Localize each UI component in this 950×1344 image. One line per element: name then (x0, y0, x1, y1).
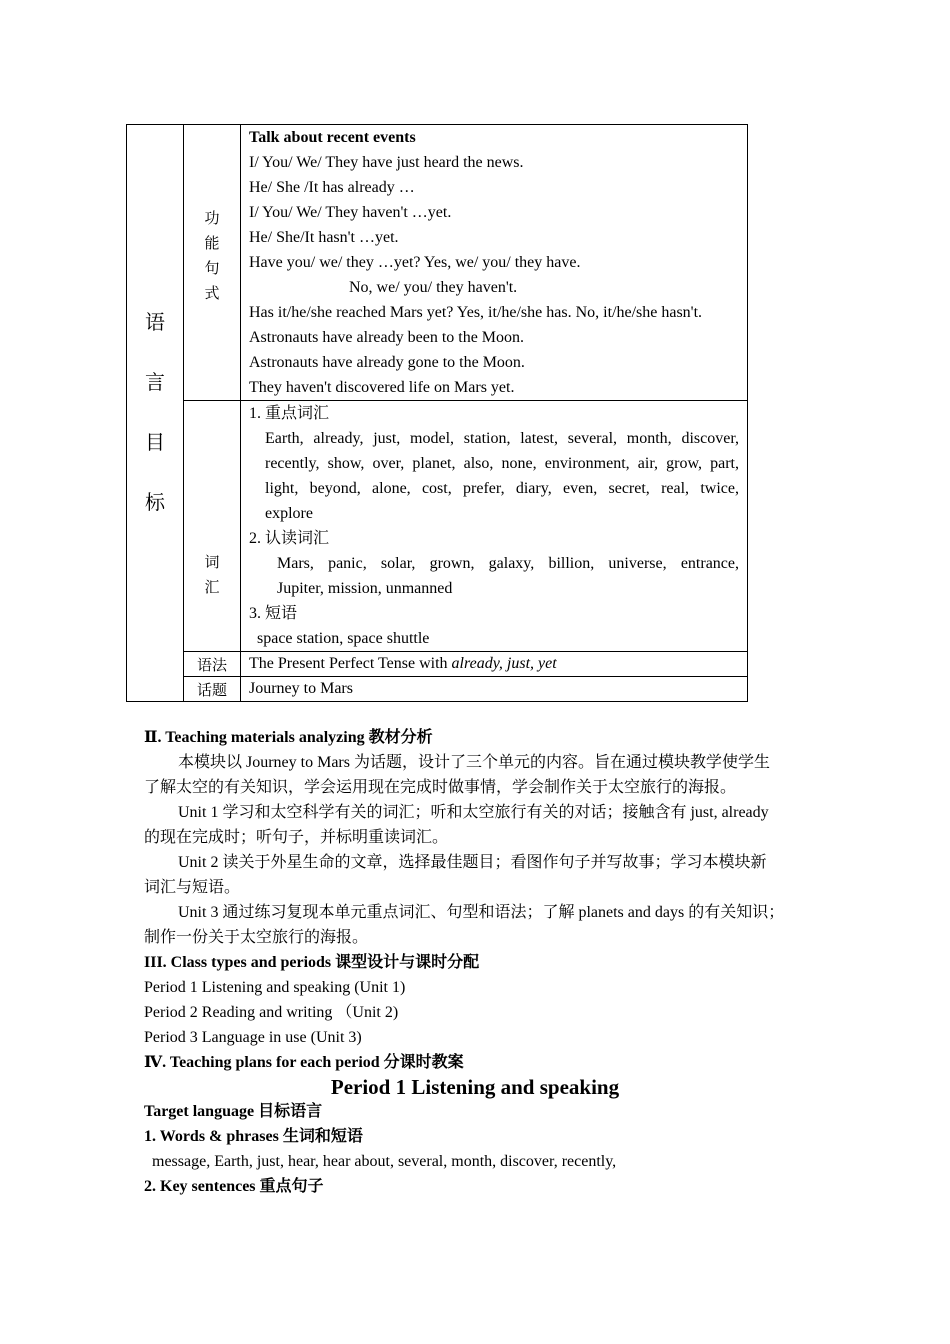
grammar-text-italic: already, just, yet (451, 655, 557, 672)
section-heading: Ⅳ. Teaching plans for each period 分课时教案 (144, 1054, 464, 1071)
teaching-materials-section (144, 725, 816, 1075)
section-label-char: 言 (145, 372, 165, 394)
functional-line: I/ You/ We/ They have just heard the news. (249, 154, 524, 171)
vocabulary-label-char: 汇 (204, 580, 220, 596)
functional-label-char: 式 (204, 285, 220, 302)
section-label-char: 语 (145, 312, 165, 334)
period-title: Period 1 Listening and speaking (330, 1075, 620, 1099)
paragraph-line: 制作一份关于太空旅行的海报。 (144, 929, 369, 946)
functional-content-cell (241, 125, 748, 401)
words-line: message, Earth, just, hear, hear about, several, month, discover, recently, (152, 1153, 617, 1170)
vocabulary-key-words-line: Earth, already, just, model, station, latest, several, month, discover, (265, 430, 739, 447)
topic-label: 话题 (184, 677, 241, 702)
functional-line: He/ She/It hasn't …yet. (249, 229, 399, 246)
section-heading: III. Class types and periods 课型设计与课时分配 (144, 954, 480, 971)
grammar-text: The Present Perfect Tense with (249, 655, 452, 672)
period1-section (144, 1099, 816, 1199)
vocabulary-recognition-title: 2. 认读词汇 (249, 530, 330, 547)
section-heading: Ⅱ. Teaching materials analyzing 教材分析 (144, 729, 433, 746)
paragraph-line: 词汇与短语。 (144, 879, 241, 896)
functional-line: They haven't discovered life on Mars yet. (249, 379, 515, 396)
vocabulary-recognition-line: Jupiter, mission, unmanned (277, 580, 453, 597)
period-line: Period 2 Reading and writing （Unit 2) (144, 1004, 399, 1021)
functional-label-char: 功 (204, 210, 220, 227)
section-label (127, 293, 183, 533)
vocabulary-label-cell (184, 401, 241, 652)
functional-line: He/ She /It has already … (249, 179, 415, 196)
paragraph-line: 的现在完成时；听句子，并标明重读词汇。 (144, 829, 449, 846)
section-label-char: 目 (145, 432, 165, 454)
functional-line: No, we/ you/ they haven't. (349, 279, 518, 296)
vocabulary-label (184, 551, 240, 601)
language-goals-table (126, 124, 748, 702)
period-line: Period 1 Listening and speaking (Unit 1) (144, 979, 406, 996)
functional-line: Has it/he/she reached Mars yet? Yes, it/he/she has. No, it/he/she hasn't. (249, 304, 703, 321)
paragraph-line: Unit 2 读关于外星生命的文章，选择最佳题目；看图作句子并写故事；学习本模块新 (178, 854, 767, 871)
grammar-label: 语法 (184, 652, 241, 677)
subsection-heading: 2. Key sentences 重点句子 (144, 1178, 324, 1195)
vocabulary-label-char: 词 (204, 555, 220, 571)
subsection-heading: Target language 目标语言 (144, 1103, 323, 1120)
functional-label (184, 207, 240, 307)
vocabulary-content-cell (241, 401, 748, 652)
vocabulary-phrases-title: 3. 短语 (249, 605, 298, 622)
paragraph-line: 本模块以 Journey to Mars 为话题，设计了三个单元的内容。旨在通过模块教学使学生 (178, 754, 770, 771)
section-label-char: 标 (145, 492, 165, 514)
paragraph-line: Unit 1 学习和太空科学有关的词汇；听和太空旅行有关的对话；接触含有 just, already (178, 804, 769, 821)
functional-label-cell (184, 125, 241, 401)
vocabulary-key-words-line: explore (265, 505, 313, 522)
functional-line: Have you/ we/ they …yet? Yes, we/ you/ they have. (249, 254, 581, 271)
period-line: Period 3 Language in use (Unit 3) (144, 1029, 362, 1046)
functional-line: Astronauts have already gone to the Moon. (249, 354, 525, 371)
vocabulary-phrases-line: space station, space shuttle (257, 630, 430, 647)
vocabulary-key-words-title: 1. 重点词汇 (249, 405, 330, 422)
vocabulary-key-words-line: light, beyond, alone, cost, prefer, diary, even, secret, real, twice, (265, 480, 739, 497)
section-label-cell (127, 125, 184, 702)
paragraph-line: 了解太空的有关知识，学会运用现在完成时做事情，学会制作关于太空旅行的海报。 (144, 779, 737, 796)
functional-heading: Talk about recent events (249, 129, 416, 146)
vocabulary-key-words-line: recently, show, over, planet, also, none, environment, air, grow, part, (265, 455, 739, 472)
functional-label-char: 句 (204, 260, 220, 277)
grammar-content (241, 652, 748, 677)
paragraph-line: Unit 3 通过练习复现本单元重点词汇、句型和语法；了解 planets and days 的有关知识； (178, 904, 785, 921)
vocabulary-recognition-line: Mars, panic, solar, grown, galaxy, billion, universe, entrance, (277, 555, 739, 572)
subsection-heading: 1. Words & phrases 生词和短语 (144, 1128, 363, 1145)
functional-line: Astronauts have already been to the Moon. (249, 329, 525, 346)
topic-content: Journey to Mars (241, 677, 748, 702)
functional-line: I/ You/ We/ They haven't …yet. (249, 204, 452, 221)
functional-label-char: 能 (204, 235, 220, 252)
